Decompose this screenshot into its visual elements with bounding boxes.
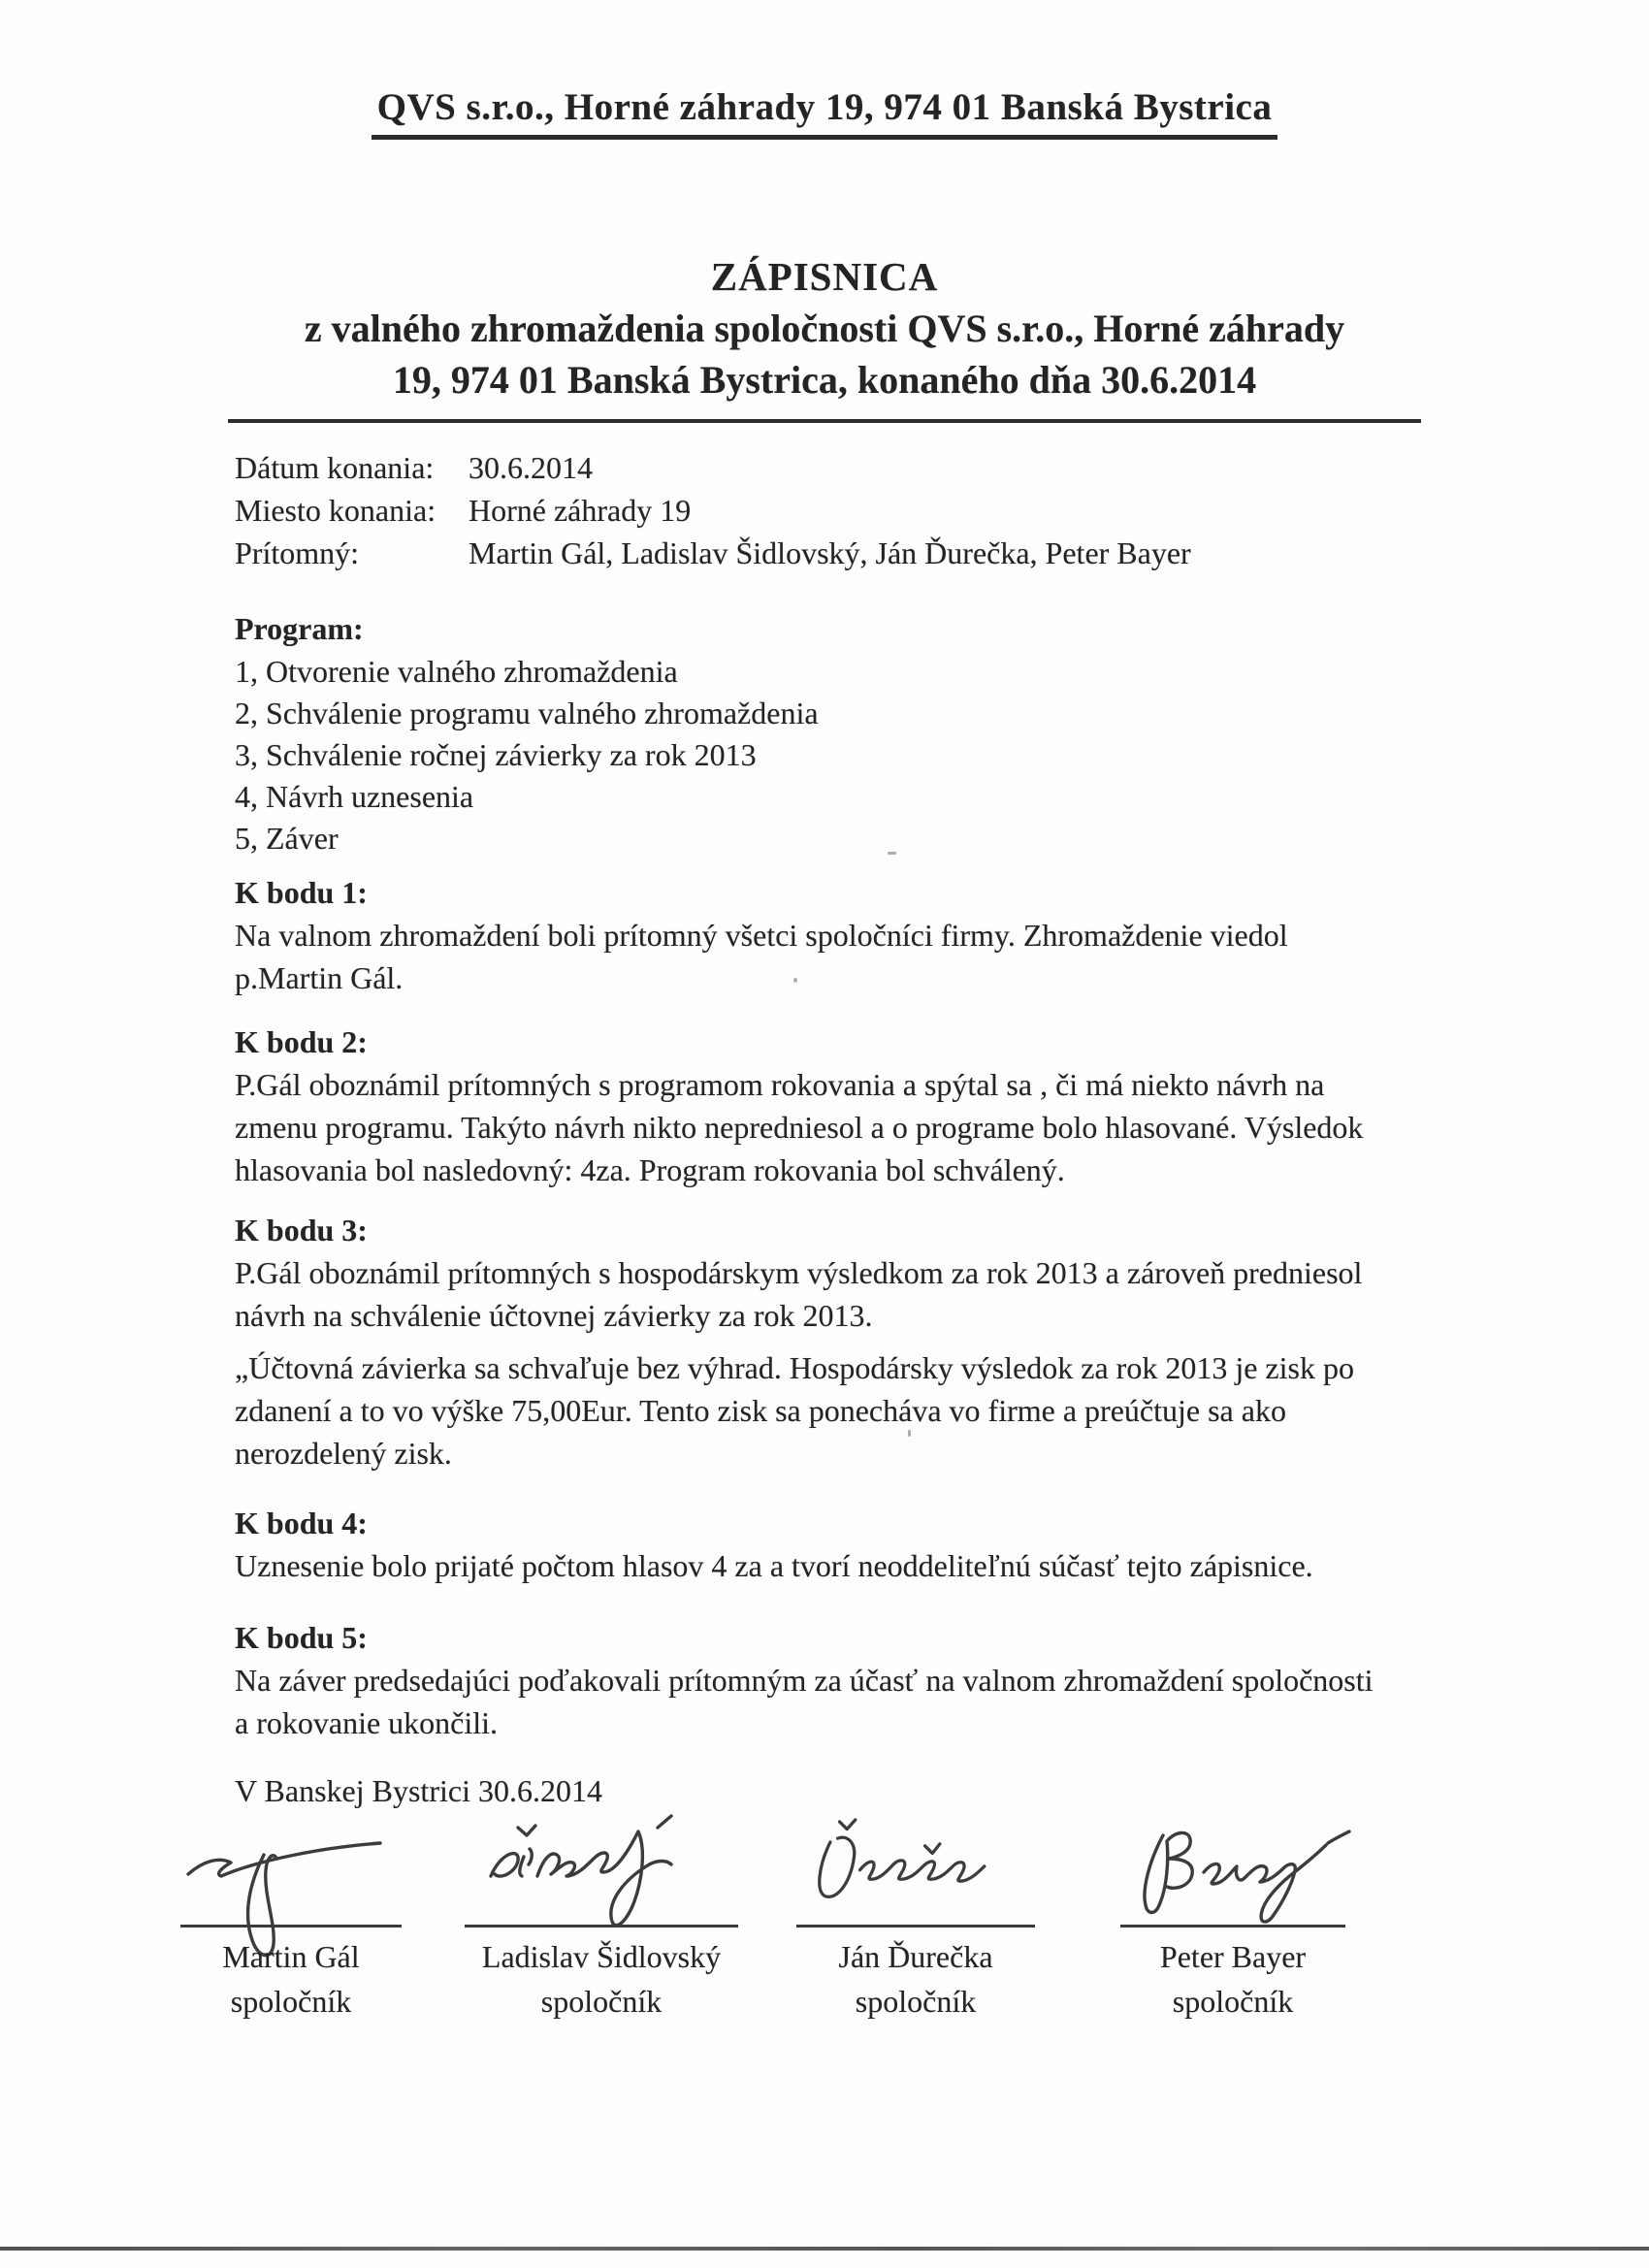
meta-row-place [235, 489, 1399, 532]
company-header-text: QVS s.r.o., Horné záhrady 19, 974 01 Banská Bystrica [372, 85, 1278, 140]
signature-line [180, 1925, 402, 1928]
program-item-1: 1, Otvorenie valného zhromaždenia [235, 654, 678, 689]
section-k-bodu-2 [235, 1021, 1384, 1191]
section-5-paragraph: Na záver predsedajúci poďakovali prítomným za účasť na valnom zhromaždení spoločnosti a rokovanie ukončili. [235, 1663, 1374, 1740]
signatory-role: spoločník [855, 1984, 977, 2019]
company-header [228, 85, 1421, 140]
section-3-heading: K bodu 3: [235, 1213, 368, 1247]
meta-label-attendees: Prítomný: [235, 535, 360, 570]
section-k-bodu-5 [235, 1616, 1384, 1744]
program-item-5: 5, Záver [235, 821, 339, 856]
handwritten-signature-ladislav-sidlovsky [456, 1804, 747, 1923]
meta-label-date: Dátum konania: [235, 450, 435, 485]
signature-line [465, 1925, 738, 1928]
meta-row-date [235, 446, 1399, 489]
signature-block-jan-durecka [786, 1804, 1046, 2021]
meta-label-place: Miesto konania: [235, 493, 436, 528]
program-item-2: 2, Schválenie programu valného zhromaždenia [235, 696, 819, 730]
section-5-heading: K bodu 5: [235, 1620, 368, 1655]
meta-value-place: Horné záhrady 19 [469, 493, 692, 528]
section-k-bodu-1 [235, 871, 1384, 999]
meta-value-attendees: Martin Gál, Ladislav Šidlovský, Ján Ďurečka, Peter Bayer [469, 535, 1191, 570]
title-subtitle-2: 19, 974 01 Banská Bystrica, konaného dňa 30.6.2014 [392, 358, 1257, 402]
signatory-name: Peter Bayer [1159, 1939, 1307, 1974]
closing-place-date: V Banskej Bystrici 30.6.2014 [235, 1773, 602, 1808]
title-subtitle-1: z valného zhromaždenia spoločnosti QVS s.r.o., Horné záhrady [304, 307, 1345, 350]
section-4-paragraph: Uznesenie bolo prijaté počtom hlasov 4 za a tvorí neoddeliteľnú súčasť tejto zápisnice. [235, 1548, 1313, 1583]
handwritten-signature-martin-gal [175, 1804, 407, 1923]
section-k-bodu-4 [235, 1502, 1384, 1587]
meeting-meta [235, 446, 1399, 574]
scan-speck [888, 852, 896, 855]
meta-value-date: 30.6.2014 [469, 450, 593, 485]
program-item-4: 4, Návrh uznesenia [235, 779, 474, 814]
scan-speck [793, 978, 797, 983]
signatory-name: Ján Ďurečka [838, 1939, 993, 1974]
title-main: ZÁPISNICA [710, 254, 939, 299]
signature-block-ladislav-sidlovsky [446, 1804, 757, 2021]
section-3-paragraph: P.Gál oboznámil prítomných s hospodárskym výsledkom za rok 2013 a zároveň predniesol návrh na schválenie účtovnej závierky za rok 2013. [235, 1255, 1363, 1333]
section-4-heading: K bodu 4: [235, 1506, 368, 1540]
program-item-3: 3, Schválenie ročnej závierky za rok 2013 [235, 737, 757, 772]
section-2-paragraph: P.Gál oboznámil prítomných s programom rokovania a spýtal sa , či má niekto návrh na zmenu programu. Takýto návrh nikto nepredniesol a o programe bolo hlasované. Výsledok hlasovania bol nasledovný: 4za. Program rokovania bol schválený. [235, 1067, 1364, 1187]
program-list [235, 607, 1399, 859]
signatory-role: spoločník [1172, 1984, 1294, 2019]
signature-block-peter-bayer [1106, 1804, 1360, 2021]
meta-row-attendees [235, 532, 1399, 574]
signatory-name: Martin Gál [222, 1939, 360, 1974]
document-title [228, 250, 1421, 423]
handwritten-signature-jan-durecka [786, 1804, 1046, 1923]
signatory-role: spoločník [540, 1984, 663, 2019]
section-1-heading: K bodu 1: [235, 875, 368, 910]
signature-line [1120, 1925, 1345, 1928]
scan-edge-artifact [0, 2247, 1649, 2251]
section-1-paragraph: Na valnom zhromaždení boli prítomný všetci spoločníci firmy. Zhromaždenie viedol p.Martin Gál. [235, 918, 1288, 995]
section-2-heading: K bodu 2: [235, 1024, 368, 1059]
signatory-name: Ladislav Šidlovský [481, 1939, 722, 1974]
scan-speck [908, 1430, 911, 1437]
handwritten-signature-peter-bayer [1107, 1804, 1359, 1923]
signature-line [796, 1925, 1035, 1928]
resolution-quote-paragraph: „Účtovná závierka sa schvaľuje bez výhrad. Hospodársky výsledok za rok 2013 je zisk po zdanení a to vo výške 75,00Eur. Tento zisk sa ponecháva vo firme a preúčtuje sa ako nerozdelený zisk. [235, 1350, 1354, 1471]
signature-block-martin-gal [170, 1804, 412, 2021]
signatory-role: spoločník [230, 1984, 352, 2019]
program-heading: Program: [235, 611, 364, 646]
section-k-bodu-3 [235, 1209, 1384, 1337]
